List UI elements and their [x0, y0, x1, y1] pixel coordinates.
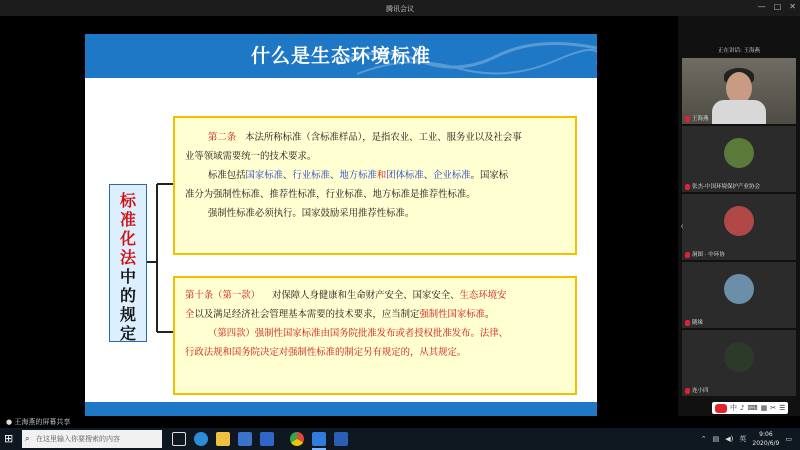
article-10-paragraph-2-cont: 行政法规和国务院决定对强制性标准的制定另有规定的，从其规定。 [185, 347, 467, 358]
windows-taskbar [0, 428, 800, 450]
article-10-paragraph-1 [185, 286, 567, 305]
share-label: 王海燕的屏幕共享 [14, 418, 71, 426]
participant-name [685, 114, 709, 122]
avatar [724, 206, 754, 236]
article-10-paragraph-1-cont [185, 305, 567, 324]
participant-tile[interactable] [682, 126, 796, 192]
presentation-slide [85, 34, 597, 417]
sogou-logo-icon [715, 404, 727, 413]
word-icon[interactable] [334, 432, 348, 446]
ime-scissors-icon[interactable]: ✂ [770, 404, 777, 412]
notification-icon[interactable]: ▭ [785, 435, 792, 443]
text-span: 。国家标 [470, 170, 509, 181]
window-titlebar [0, 0, 800, 16]
label-char: 标 [119, 191, 136, 210]
article-2-box [173, 116, 577, 255]
ime-menu-icon[interactable]: ☰ [779, 404, 786, 412]
local-standard-term: 地方标准 [339, 170, 377, 181]
ime-keyboard-icon[interactable]: ⌨ [747, 404, 758, 412]
avatar [724, 342, 754, 372]
participant-name-text: 连小四 [692, 388, 709, 394]
clock-time: 9:06 [759, 431, 773, 438]
industry-standard-term: 行业标准 [292, 170, 330, 181]
participant-name-text: 随缘 [692, 320, 704, 326]
participant-name-text: 张杰-中国环境保护产业协会 [692, 184, 760, 190]
share-indicator-icon: ● [6, 418, 13, 426]
search-icon: ⌕ [25, 434, 30, 443]
person-body [712, 100, 766, 124]
window-controls [758, 2, 796, 11]
law-label-box [109, 184, 147, 342]
search-placeholder: 在这里输入你要搜索的内容 [36, 435, 120, 443]
ime-sound-icon[interactable]: ♪ [740, 404, 745, 412]
ime-lang-icon[interactable]: 中 [730, 404, 737, 412]
national-standard-term: 国家标准 [245, 170, 284, 181]
article-2-paragraph-2 [185, 166, 567, 185]
task-view-icon[interactable] [172, 432, 186, 446]
system-tray [701, 428, 800, 450]
slide-footer-band [85, 402, 597, 417]
label-char: 的 [119, 286, 136, 305]
ime-grid-icon[interactable]: ▦ [760, 404, 768, 412]
mail-icon[interactable] [260, 432, 274, 446]
participant-name-text: 王海燕 [692, 116, 709, 122]
participant-name-text: 洞图 · 中环协 [692, 252, 725, 258]
participant-name [685, 318, 703, 326]
mic-icon [685, 320, 690, 326]
ime-toolbar[interactable] [712, 402, 788, 414]
windows-start-icon[interactable]: ⊞ [4, 432, 14, 445]
text-span: 、 [423, 170, 434, 181]
text-span: 对保障人身健康和生命财产安全、国家安全、 [271, 290, 460, 301]
edge-icon[interactable] [194, 432, 208, 446]
slide-header-band [85, 34, 597, 78]
collapse-panel-icon[interactable]: ‹ [680, 221, 684, 232]
tray-expand-icon[interactable]: ⌃ [700, 435, 707, 443]
article-10-paragraph-2: （第四款）强制性国家标准由国务院批准发布或者授权批准发布。法律、 [208, 328, 509, 339]
article-2-heading: 第二条 [208, 132, 237, 143]
network-icon[interactable]: ▤ [712, 435, 720, 443]
window-title: 腾讯会议 [386, 5, 414, 13]
label-char: 中 [119, 267, 136, 286]
maximize-button[interactable]: □ [773, 2, 782, 11]
text-span: 和 [376, 170, 387, 181]
screen-share-bar [0, 416, 800, 428]
participant-tile-video[interactable] [682, 58, 796, 124]
enterprise-standard-term: 企业标准 [433, 170, 471, 181]
participant-name [685, 386, 709, 394]
text-span: 、 [329, 170, 340, 181]
taskbar-search-box[interactable] [22, 430, 162, 448]
avatar [724, 138, 754, 168]
article-2-paragraph-2-cont: 准分为强制性标准、推荐性标准，行业标准、地方标准是推荐性标准。 [185, 189, 476, 200]
article-10-box [173, 276, 577, 395]
article-10-heading: 第十条（第一款） [185, 290, 261, 301]
text-span: 。 [485, 309, 495, 320]
mic-icon [685, 252, 690, 258]
mandatory-standard-term: 强制性国家标准 [419, 309, 486, 320]
text-span: 、 [283, 170, 293, 181]
store-icon[interactable] [238, 432, 252, 446]
label-char: 法 [119, 248, 136, 267]
eco-safety-term: 全 [185, 309, 195, 320]
text-span: 标准包括 [208, 170, 246, 181]
participants-panel [678, 16, 800, 416]
explorer-icon[interactable] [216, 432, 230, 446]
participant-tile[interactable] [682, 262, 796, 328]
clock[interactable] [752, 430, 779, 448]
label-char: 准 [119, 210, 136, 229]
participant-name [685, 250, 725, 258]
mic-icon [685, 184, 690, 190]
text-span: 以及满足经济社会管理基本需要的技术要求，应当制定 [194, 309, 420, 320]
article-2-paragraph-3: 强制性标准必须执行。国家鼓励采用推荐性标准。 [208, 208, 415, 219]
label-char: 规 [119, 305, 136, 324]
eco-safety-term: 生态环境安 [459, 290, 507, 301]
ime-indicator[interactable]: 英 [739, 435, 747, 443]
mic-icon [685, 116, 690, 122]
label-char: 定 [119, 324, 136, 343]
shared-screen-area [0, 16, 678, 416]
mic-icon [685, 388, 690, 394]
minimize-button[interactable]: — [757, 2, 766, 11]
article-2-paragraph-1-cont: 业等领域需要统一的技术要求。 [185, 151, 317, 162]
avatar [724, 274, 754, 304]
participant-tile[interactable] [682, 194, 796, 260]
volume-icon[interactable]: ◀) [725, 435, 734, 443]
label-char: 化 [119, 229, 136, 248]
meeting-icon[interactable] [312, 432, 326, 446]
article-2-text: 本法所称标准（含标准样品），是指农业、工业、服务业以及社会事 [245, 132, 522, 143]
clock-date: 2020/6/9 [752, 440, 780, 447]
group-standard-term: 团体标准 [386, 170, 424, 181]
slide-title: 什么是生态环境标准 [250, 45, 431, 67]
close-button[interactable]: ✕ [789, 2, 796, 11]
participant-tile[interactable] [682, 330, 796, 396]
article-2-paragraph-1 [185, 128, 567, 147]
speaking-indicator: 正在讲话: 王海燕 [717, 48, 761, 54]
participant-name [685, 182, 760, 190]
chrome-icon[interactable] [290, 432, 304, 446]
